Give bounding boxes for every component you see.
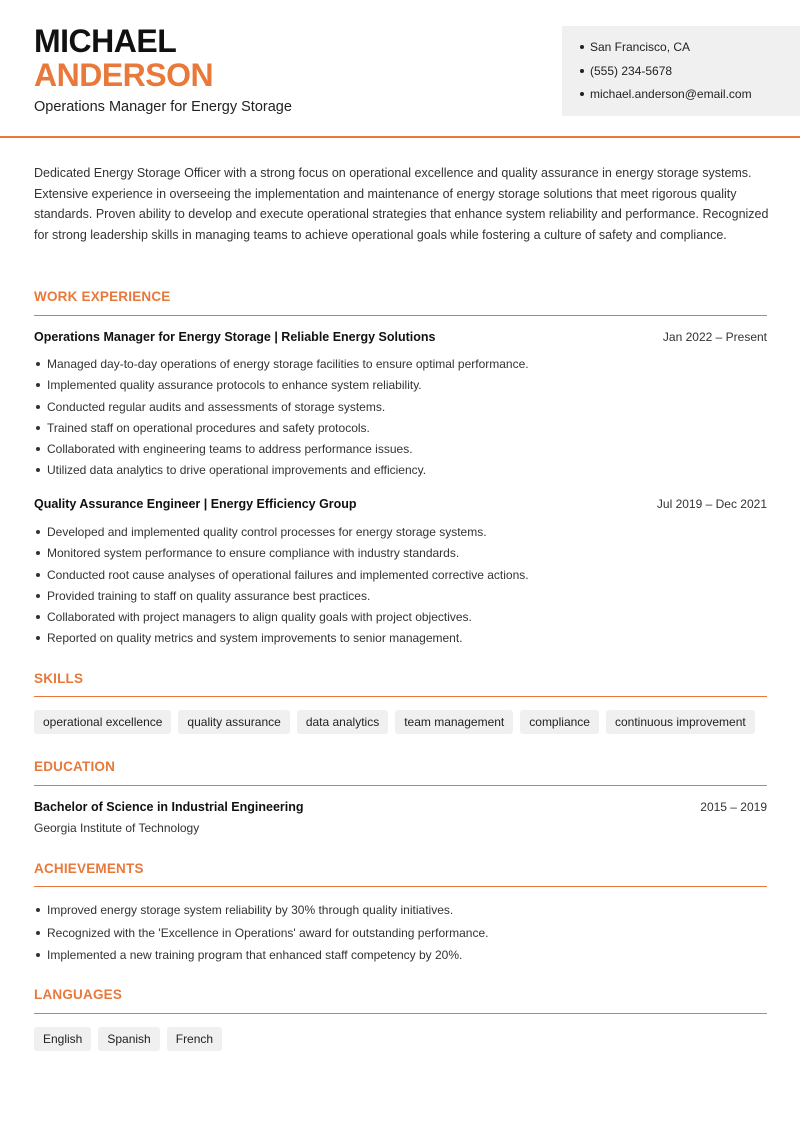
list-item: Trained staff on operational procedures and safety protocols. [34, 420, 767, 441]
section-divider [34, 696, 767, 697]
first-name: MICHAEL [34, 23, 177, 59]
job-bullets [34, 524, 767, 652]
list-item: Monitored system performance to ensure compliance with industry standards. [34, 545, 767, 566]
skills-tags [34, 710, 755, 734]
language-tag: French [167, 1027, 222, 1051]
skill-tag: compliance [520, 710, 599, 734]
list-item: Utilized data analytics to drive operational improvements and efficiency. [34, 462, 767, 483]
job-title: Operations Manager for Energy Storage [34, 99, 292, 115]
job-dates: Jul 2019 – Dec 2021 [656, 497, 767, 511]
section-title-achievements: ACHIEVEMENTS [34, 861, 144, 876]
contact-phone: (555) 234-5678 [562, 62, 800, 86]
language-tag: English [34, 1027, 91, 1051]
language-tag: Spanish [98, 1027, 159, 1051]
list-item: Developed and implemented quality control processes for energy storage systems. [34, 524, 767, 545]
section-title-education: EDUCATION [34, 759, 116, 774]
list-item: Collaborated with engineering teams to address performance issues. [34, 441, 767, 462]
language-tags [34, 1027, 222, 1051]
achievements-list [34, 902, 767, 970]
skill-tag: data analytics [297, 710, 388, 734]
list-item: Collaborated with project managers to align quality goals with project objectives. [34, 609, 767, 630]
list-item: Managed day-to-day operations of energy storage facilities to ensure optimal performance. [34, 356, 767, 377]
education-school: Georgia Institute of Technology [34, 821, 200, 835]
contact-location: San Francisco, CA [562, 38, 800, 62]
section-divider [34, 886, 767, 887]
list-item: Provided training to staff on quality assurance best practices. [34, 588, 767, 609]
list-item: Implemented quality assurance protocols to enhance system reliability. [34, 377, 767, 398]
skill-tag: operational excellence [34, 710, 171, 734]
resume-header [0, 0, 800, 138]
list-item: Recognized with the 'Excellence in Operations' award for outstanding performance. [34, 925, 767, 948]
job-header [34, 330, 767, 344]
skill-tag: quality assurance [178, 710, 289, 734]
section-divider [34, 315, 767, 316]
skill-tag: team management [395, 710, 513, 734]
section-title-languages: LANGUAGES [34, 987, 123, 1002]
list-item: Implemented a new training program that enhanced staff competency by 20%. [34, 947, 767, 970]
summary-text: Dedicated Energy Storage Officer with a strong focus on operational excellence and quality assurance in energy storage systems. Extensive experience in overseeing the implementation and maintenance of energy storage solutions that meet rigorous quality standards. Proven ability to develop and execute operational strategies that enhance system reliability and performance. Recognized for strong leadership skills in managing teams to achieve operational goals while fostering a culture of safety and compliance. [34, 166, 769, 242]
section-divider [34, 1013, 767, 1014]
job-role: Quality Assurance Engineer | Energy Efficiency Group [34, 497, 357, 511]
job-bullets [34, 356, 767, 484]
contact-box [562, 26, 800, 116]
list-item: Reported on quality metrics and system improvements to senior management. [34, 630, 767, 651]
job-header [34, 497, 767, 511]
list-item: Conducted root cause analyses of operational failures and implemented corrective actions. [34, 567, 767, 588]
section-divider [34, 785, 767, 786]
section-title-skills: SKILLS [34, 671, 84, 686]
skill-tag: continuous improvement [606, 710, 755, 734]
list-item: Conducted regular audits and assessments of storage systems. [34, 399, 767, 420]
last-name: ANDERSON [34, 57, 214, 93]
education-degree: Bachelor of Science in Industrial Engineering [34, 800, 304, 814]
job-dates: Jan 2022 – Present [662, 330, 767, 344]
job-role: Operations Manager for Energy Storage | Reliable Energy Solutions [34, 330, 436, 344]
list-item: Improved energy storage system reliability by 30% through quality initiatives. [34, 902, 767, 925]
section-title-work: WORK EXPERIENCE [34, 289, 171, 304]
contact-email: michael.anderson@email.com [562, 85, 800, 109]
education-dates: 2015 – 2019 [700, 800, 767, 814]
